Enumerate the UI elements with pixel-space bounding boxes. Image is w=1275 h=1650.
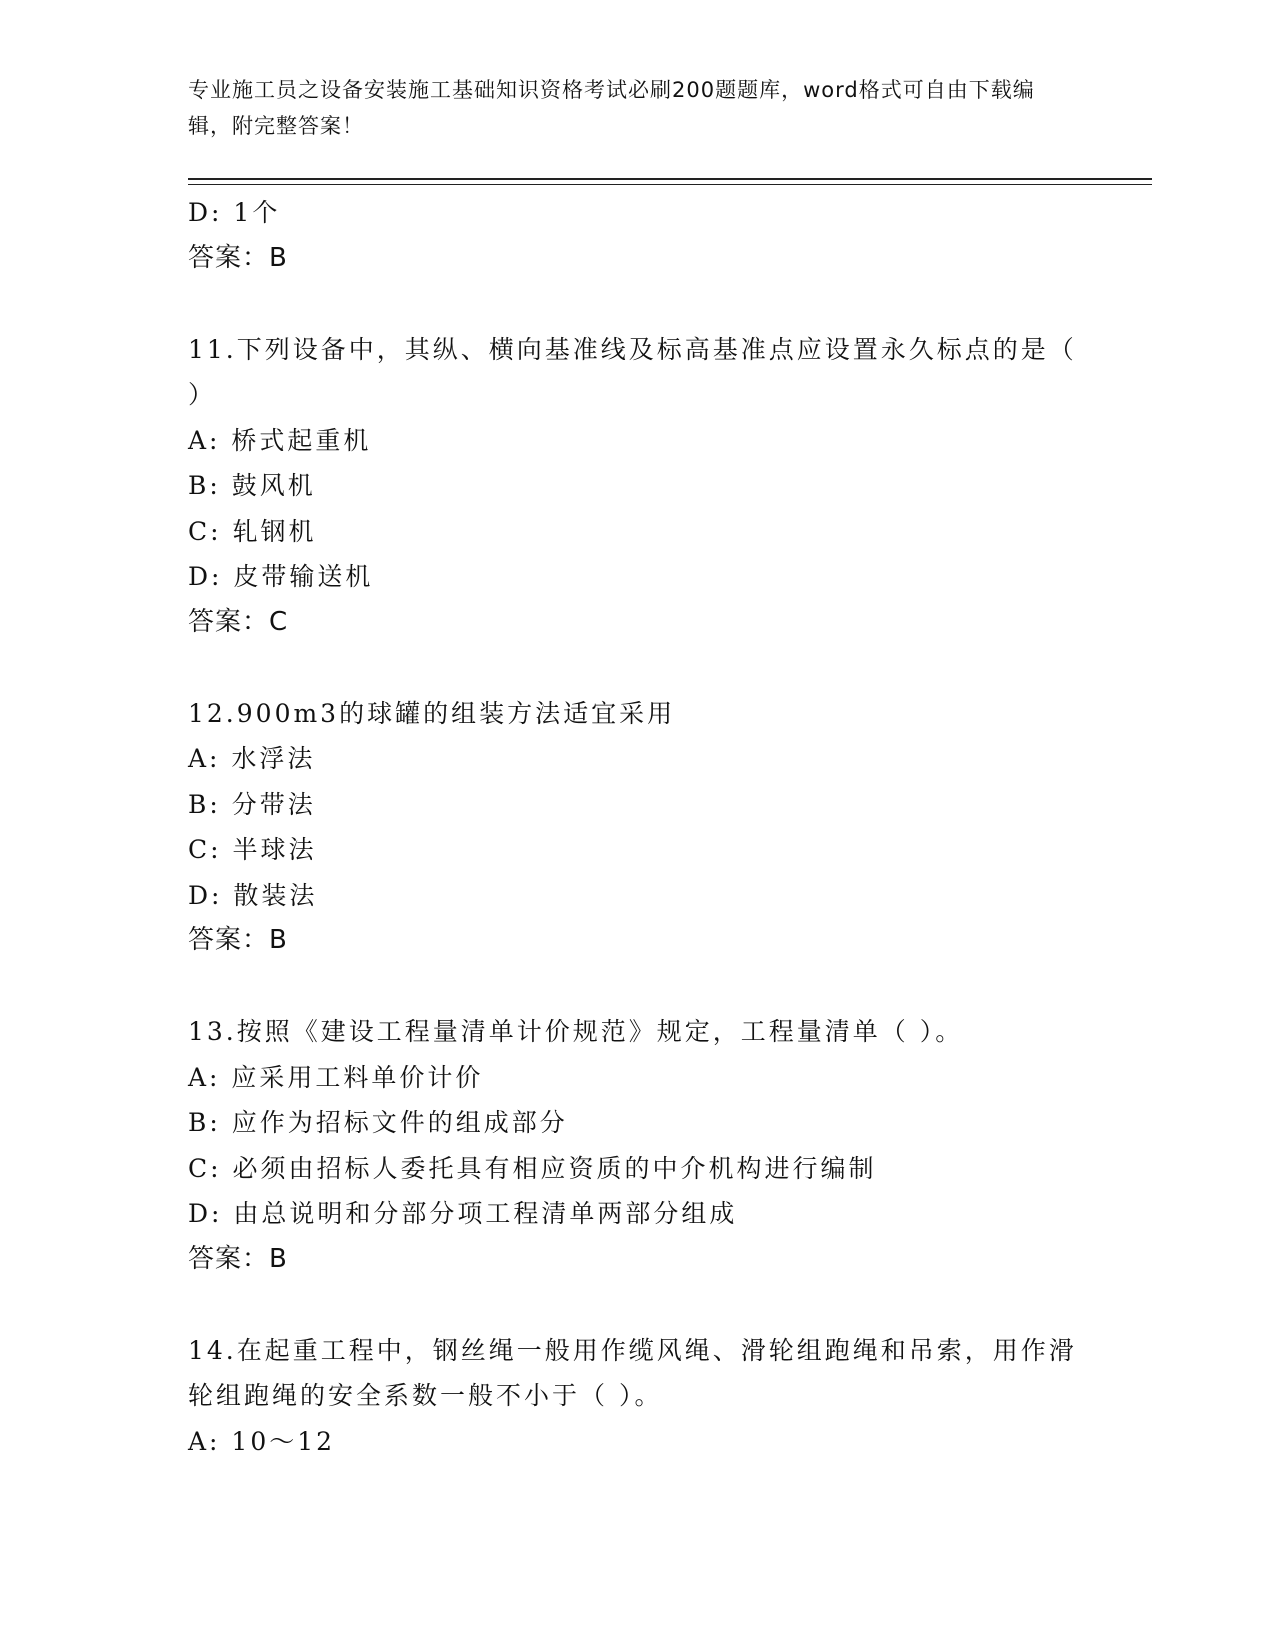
document-header-title: 专业施工员之设备安装施工基础知识资格考试必刷200题题库，word格式可自由下载编辑，附完整答案！ <box>188 78 1035 138</box>
question-14-text: 14.在起重工程中，钢丝绳一般用作缆风绳、滑轮组跑绳和吊索，用作滑轮组跑绳的安全系数一般不小于（ ）。 <box>188 1335 1077 1410</box>
question-12-option-b: B: 分带法 <box>188 789 316 819</box>
question-11-option-c: C: 轧钢机 <box>188 516 317 546</box>
question-12-option-c: C: 半球法 <box>188 835 317 864</box>
question-13-answer: 答案：B <box>188 1243 288 1274</box>
spacer <box>188 645 1088 691</box>
question-12-stem: 12.900m3的球罐的组装方法适宜采用 <box>188 698 676 728</box>
spacer <box>188 281 1088 327</box>
question-13-stem: 13.按照《建设工程量清单计价规范》规定，工程量清单（ ）。 <box>188 1017 964 1046</box>
question-12-option-d: D: 散装法 <box>188 880 318 910</box>
header-divider <box>188 178 1152 180</box>
question-14-stem <box>188 1328 1088 1419</box>
question-13-option-d: D: 由总说明和分部分项工程清单两部分组成 <box>188 1199 738 1228</box>
question-11-text: 11.下列设备中，其纵、横向基准线及标高基准点应设置永久标点的是（ ） <box>188 334 1077 409</box>
header-divider-thin <box>188 184 1152 185</box>
question-12-answer: 答案：B <box>188 925 288 955</box>
spacer <box>188 1282 1088 1328</box>
question-content <box>188 190 1088 1464</box>
question-13-option-b: B: 应作为招标文件的组成部分 <box>188 1108 568 1137</box>
question-11-option-b: B: 鼓风机 <box>188 471 316 500</box>
prev-option-d: D: 1个 <box>188 198 281 227</box>
question-14-option-a: A: 10～12 <box>188 1426 336 1456</box>
question-13-option-c: C: 必须由招标人委托具有相应资质的中介机构进行编制 <box>188 1153 877 1183</box>
question-11-answer: 答案：C <box>188 606 289 637</box>
question-11-option-d: D: 皮带输送机 <box>188 562 374 591</box>
prev-answer: 答案：B <box>188 242 288 273</box>
spacer <box>188 964 1088 1010</box>
question-11-stem <box>188 327 1088 418</box>
question-11-option-a: A: 桥式起重机 <box>188 425 372 455</box>
question-13-option-a: A: 应采用工料单价计价 <box>188 1062 484 1092</box>
question-12-option-a: A: 水浮法 <box>188 744 316 773</box>
